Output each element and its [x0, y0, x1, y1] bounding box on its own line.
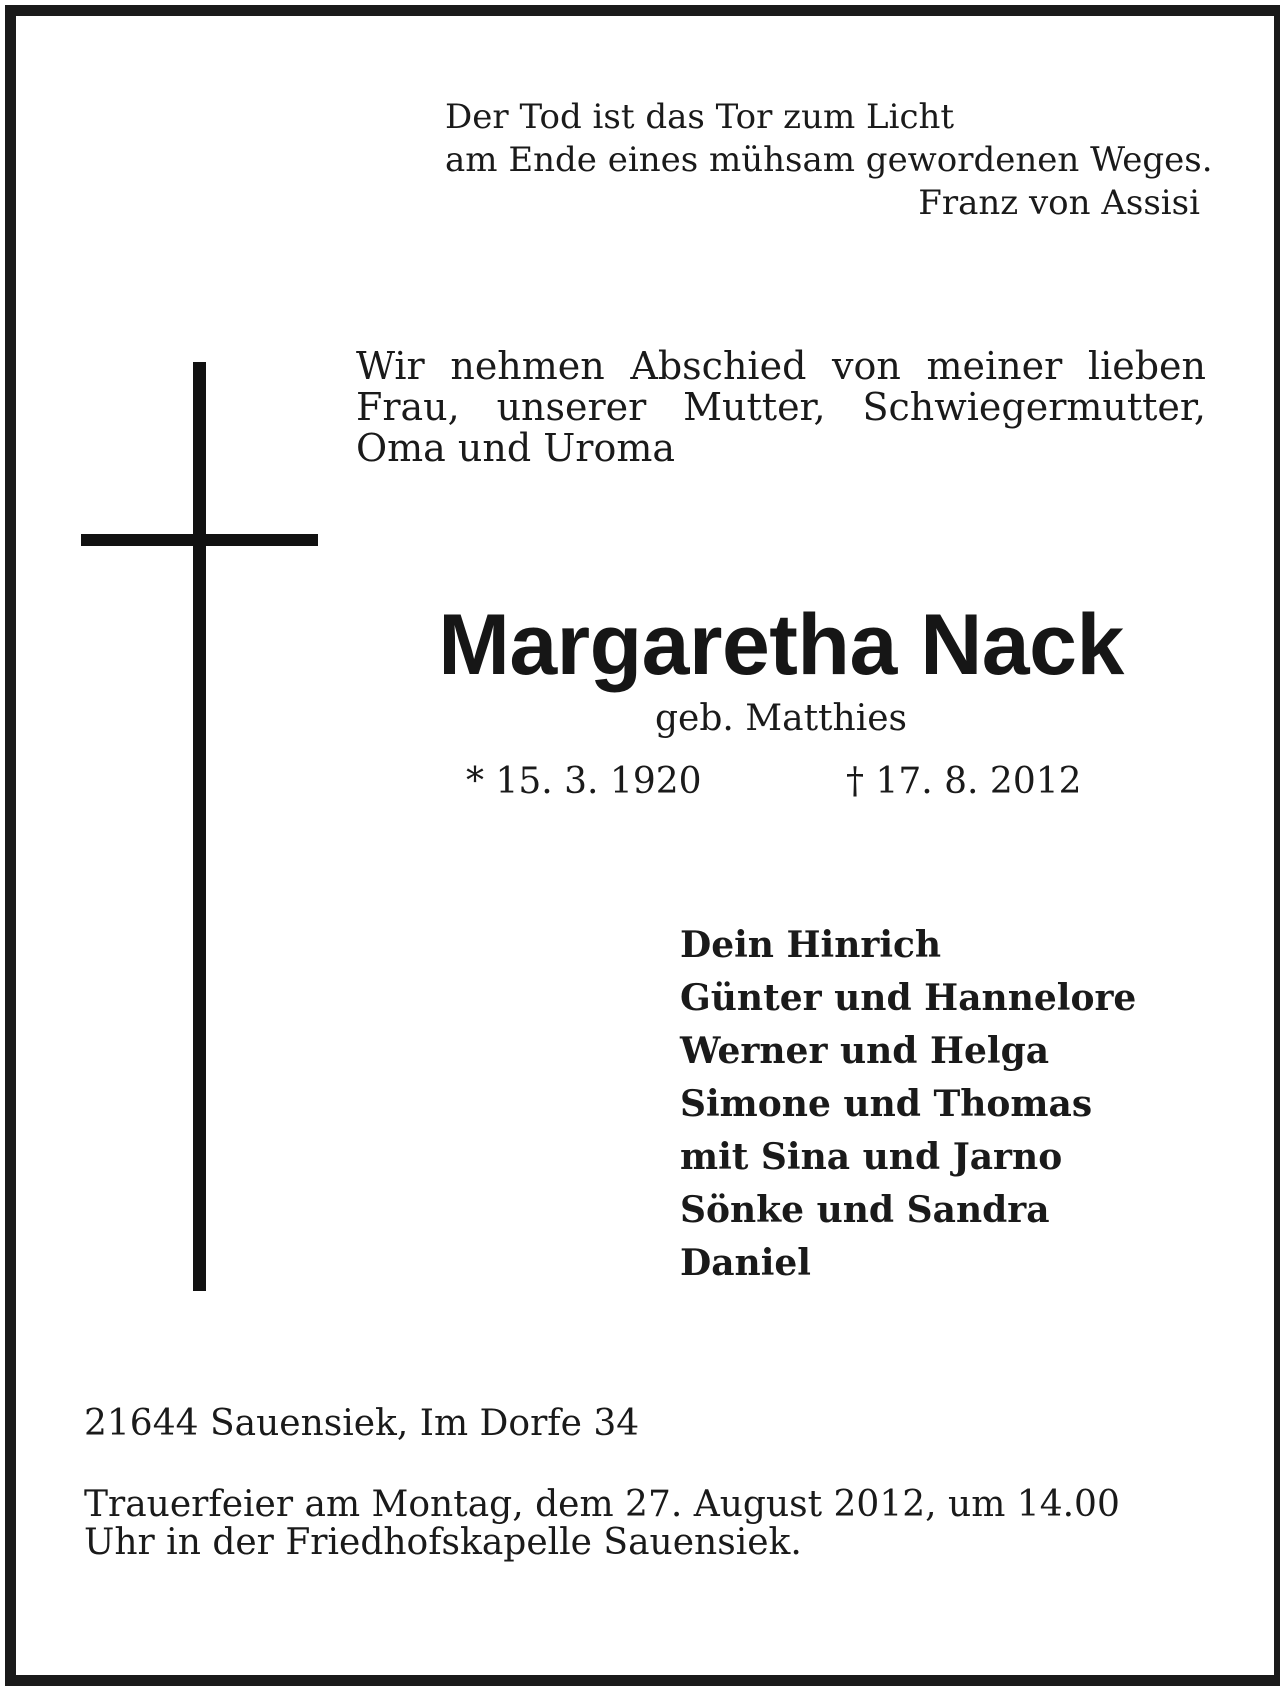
quote-author: Franz von Assisi [918, 183, 1200, 223]
cross-icon-vertical-bar [193, 362, 206, 1291]
mourner-entry: Sönke und Sandra [680, 1189, 1050, 1231]
death-date: † 17. 8. 2012 [846, 761, 1082, 802]
mourner-entry: Daniel [680, 1242, 811, 1284]
service-line-1: Trauerfeier am Montag, dem 27. August 2012, um 14.00 [84, 1484, 1120, 1525]
cross-icon-horizontal-bar [81, 534, 318, 546]
mourners-list [680, 919, 1220, 1290]
epigraph-quote [445, 96, 1213, 225]
deceased-name: Margaretha Nack [438, 597, 1124, 693]
quote-line-2: am Ende eines mühsam gewordenen Weges. [445, 140, 1213, 180]
mourner-entry: Simone und Thomas [680, 1083, 1093, 1125]
maiden-name: geb. Matthies [654, 698, 908, 739]
farewell-text: Wir nehmen Abschied von meiner lieben Frau, unserer Mutter, Schwiegermutter, Oma und Uroma [356, 344, 1206, 470]
birth-date: * 15. 3. 1920 [466, 761, 702, 802]
mourner-entry: Werner und Helga [680, 1030, 1050, 1072]
funeral-service-notice [84, 1486, 1204, 1562]
service-line-2: Uhr in der Friedhofskapelle Sauensiek. [84, 1522, 802, 1563]
mourner-entry: mit Sina und Jarno [680, 1136, 1063, 1178]
family-address: 21644 Sauensiek, Im Dorfe 34 [84, 1403, 640, 1444]
mourner-entry: Günter und Hannelore [680, 977, 1137, 1019]
quote-line-1: Der Tod ist das Tor zum Licht [445, 97, 955, 137]
mourner-entry: Dein Hinrich [680, 924, 942, 966]
